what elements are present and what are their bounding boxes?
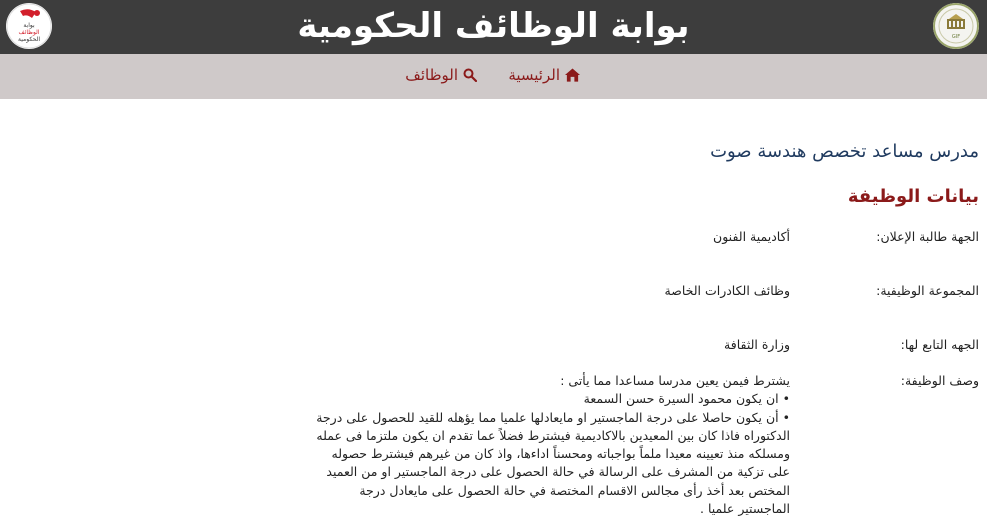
description-line: يشترط فيمن يعين مدرسا مساعدا مما يأتى :	[560, 373, 790, 388]
svg-text:الحكومية: الحكومية	[17, 36, 41, 43]
svg-text:GIF: GIF	[951, 34, 961, 40]
nav-home-label: الرئيسية	[508, 66, 560, 84]
nav-home-link[interactable]	[508, 66, 580, 84]
nav-jobs-label: الوظائف	[405, 66, 458, 84]
svg-text:بوابة: بوابة	[23, 22, 35, 29]
page-header-title: بوابة الوظائف الحكومية	[297, 6, 690, 46]
field-label-job-group: المجموعة الوظيفية:	[876, 283, 979, 298]
field-label-description: وصف الوظيفة:	[900, 373, 979, 388]
header-bar	[0, 0, 987, 54]
field-value-affiliation: وزارة الثقافة	[724, 337, 790, 352]
description-line: • ان يكون محمود السيرة حسن السمعة	[583, 391, 790, 407]
svg-text:الوظائف: الوظائف	[18, 29, 40, 36]
description-line: • أن يكون حاصلا على درجة الماجستير او مايعادلها علميا مما يؤهله للقيد للحصول على درجة الدكتوراه فاذا كان بين المعيدين بالاكاديمية فيشترط فضلاً عما تقدم ان يكون ملتزما فى عمله ومسلكه منذ تعيينه معيدا ملماً بواجباته ومحسناً اداءها، واذ كان من غيرهم فيشترط حصوله على تزكية من المشرف على الرسالة في حالة الحصول على درجة الماجستير او من العميد المختص بعد أخذ رأى مجالس الاقسام المختصة في حالة الحصول على مايعادل درجة الماجستير علميا .	[316, 409, 790, 517]
field-value-advertiser: أكاديمية الفنون	[713, 229, 790, 244]
field-label-affiliation: الجهه التابع لها:	[900, 337, 979, 352]
home-icon	[565, 68, 580, 82]
section-title-job-data: بيانات الوظيفة	[847, 186, 979, 207]
job-description	[310, 372, 790, 518]
field-label-advertiser: الجهة طالبة الإعلان:	[876, 229, 979, 244]
government-emblem-icon[interactable]	[933, 3, 979, 49]
field-value-job-group: وظائف الكادرات الخاصة	[664, 283, 790, 298]
search-icon	[463, 68, 477, 82]
main-nav-bar	[0, 54, 987, 99]
nav-jobs-link[interactable]	[405, 66, 477, 84]
job-title: مدرس مساعد تخصص هندسة صوت	[710, 141, 979, 162]
